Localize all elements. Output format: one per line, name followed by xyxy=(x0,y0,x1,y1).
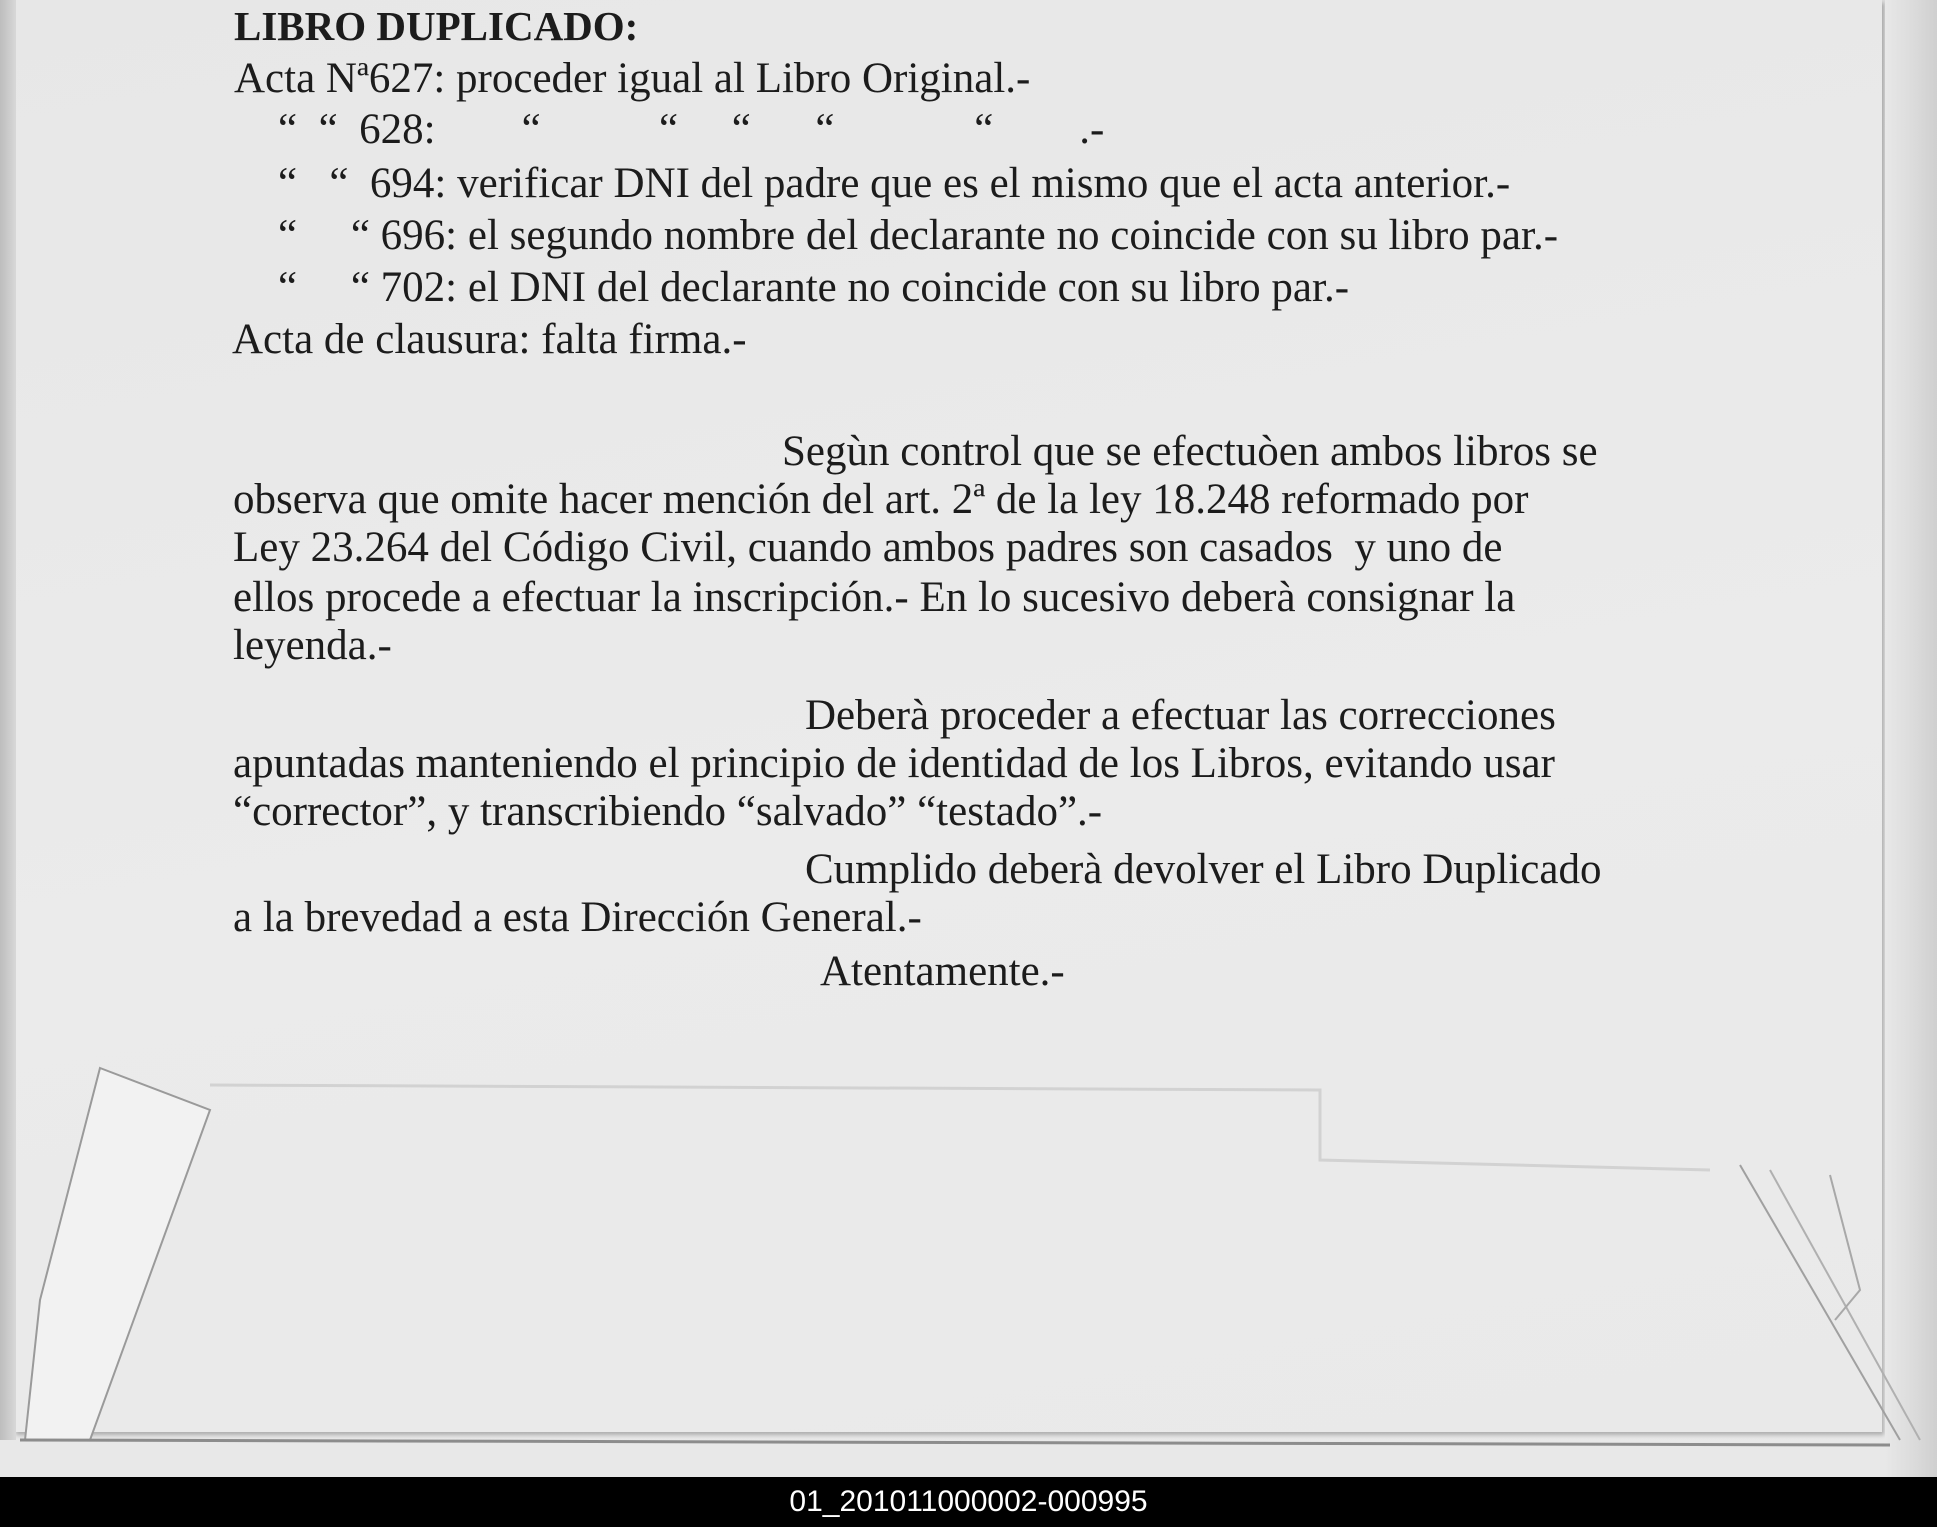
paragraph-3-first-line: Cumplido deberà devolver el Libro Duplicado xyxy=(805,846,1602,893)
folded-corner-left xyxy=(25,1068,210,1440)
document-heading: LIBRO DUPLICADO: xyxy=(234,3,639,49)
paragraph-1-line: ellos procede a efectuar la inscripción.- En lo sucesivo deberà consignar la xyxy=(233,574,1516,621)
crease-right-2 xyxy=(1770,1170,1920,1440)
paragraph-1-line: Ley 23.264 del Código Civil, cuando ambos padres son casados y uno de xyxy=(233,524,1503,571)
acta-696-line: “ “ 696: el segundo nombre del declarante no coincide con su libro par.- xyxy=(278,212,1559,259)
paragraph-1-line: leyenda.- xyxy=(233,622,392,669)
paragraph-3-line: a la brevedad a esta Dirección General.- xyxy=(233,894,922,941)
paragraph-2-line: apuntadas manteniendo el principio de identidad de los Libros, evitando usar xyxy=(233,740,1555,787)
paragraph-2-first-line: Deberà proceder a efectuar las correcciones xyxy=(805,692,1556,739)
paragraph-2-line: “corrector”, y transcribiendo “salvado” “testado”.- xyxy=(233,788,1103,835)
acta-702-line: “ “ 702: el DNI del declarante no coincide con su libro par.- xyxy=(278,264,1350,311)
paragraph-1-first-line: Segùn control que se efectuòen ambos libros se xyxy=(782,428,1598,475)
acta-627-line: Acta Nª627: proceder igual al Libro Original.- xyxy=(234,55,1031,102)
closing-text: Atentamente.- xyxy=(820,948,1065,995)
image-id-caption: 01_201011000002-000995 xyxy=(0,1477,1937,1527)
crease-right-1 xyxy=(1740,1165,1900,1440)
crease-right-3 xyxy=(1830,1175,1860,1320)
acta-clausura-line: Acta de clausura: falta firma.- xyxy=(232,316,747,363)
paper-bottom-edge xyxy=(20,1440,1890,1445)
fold-line xyxy=(210,1085,1710,1170)
acta-694-line: “ “ 694: verificar DNI del padre que es el mismo que el acta anterior.- xyxy=(278,160,1511,207)
acta-628-line: “ “ 628: “ “ “ “ “ .- xyxy=(278,106,1105,153)
paragraph-1-line: observa que omite hacer mención del art. 2ª de la ley 18.248 reformado por xyxy=(233,476,1529,523)
